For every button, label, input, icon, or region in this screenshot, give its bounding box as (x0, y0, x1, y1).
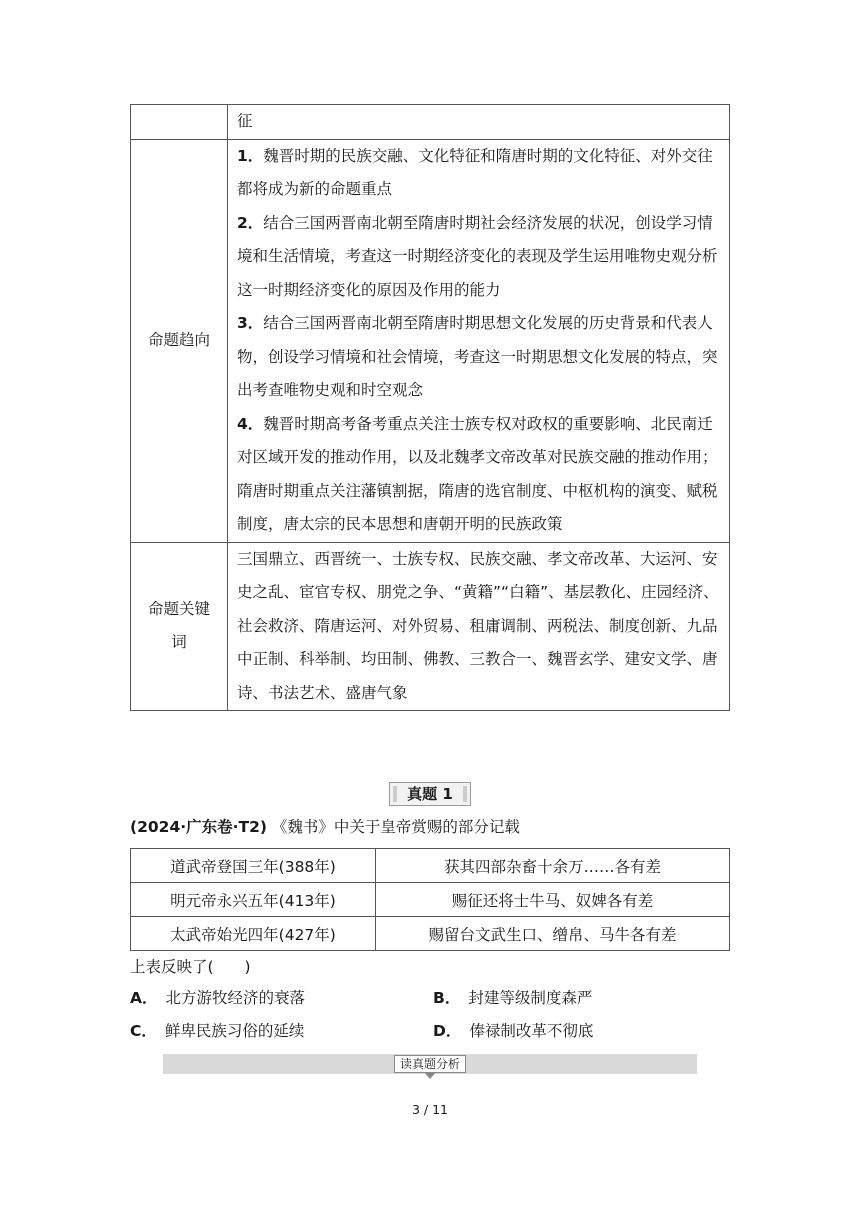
question-header: 真题 1 (389, 782, 471, 806)
row-label-trend: 命题趋向 (131, 139, 228, 542)
option-b[interactable]: B． 封建等级制度森严 (433, 989, 593, 1007)
table-row (131, 105, 730, 140)
record-event: 获其四部杂畜十余万……各有差 (376, 849, 730, 883)
analysis-bar-label[interactable]: 读真题分析 (394, 1055, 466, 1073)
trend-item: 1．魏晋时期的民族交融、文化特征和隋唐时期的文化特征、对外交往都将成为新的命题重点 (237, 146, 713, 198)
table-row (131, 139, 730, 542)
table-row (131, 883, 730, 917)
record-time: 明元帝永兴五年(413年) (131, 883, 376, 917)
source-text: 《魏书》中关于皇帝赏赐的部分记载 (271, 818, 520, 836)
option-d[interactable]: D． 俸禄制改革不彻底 (433, 1022, 594, 1040)
record-event: 赐征还将士牛马、奴婢各有差 (376, 883, 730, 917)
record-event: 赐留台文武生口、缯帛、马牛各有差 (376, 917, 730, 951)
keywords-content: 三国鼎立、西晋统一、士族专权、民族交融、孝文帝改革、大运河、安史之乱、宦官专权、朋党之争、“黄籍”“白籍”、基层教化、庄园经济、社会救济、隋唐运河、对外贸易、租庸调制、两税法、制度创新、九品中正制、科举制、均田制、佛教、三教合一、魏晋玄学、建安文学、唐诗、书法艺术、盛唐气象 (228, 542, 730, 711)
source-citation: (2024·广东卷·T2) (130, 818, 267, 836)
row-label-keywords: 命题关键词 (131, 542, 228, 711)
record-time: 太武帝始光四年(427年) (131, 917, 376, 951)
analysis-pointer-icon (424, 1072, 436, 1079)
question-stem: 上表反映了( ) (130, 958, 251, 976)
table-row (131, 849, 730, 883)
page-number: 3 / 11 (411, 1102, 449, 1117)
option-c[interactable]: C． 鲜卑民族习俗的延续 (130, 1022, 305, 1040)
exam-trend-table (130, 104, 730, 711)
option-a[interactable]: A． 北方游牧经济的衰落 (130, 989, 306, 1007)
table-row (131, 542, 730, 711)
trend-item: 4．魏晋时期高考备考重点关注士族专权对政权的重要影响、北民南迁对区域开发的推动作用，以及北魏孝文帝改革对民族交融的推动作用；隋唐时期重点关注藩镇割据，隋唐的选官制度、中枢机构的演变、赋税制度，唐太宗的民本思想和唐朝开明的民族政策 (237, 414, 718, 533)
row-content: 征 (228, 105, 730, 140)
trend-list (228, 139, 730, 542)
table-row (131, 917, 730, 951)
records-table (130, 848, 730, 951)
record-time: 道武帝登国三年(388年) (131, 849, 376, 883)
trend-item: 2．结合三国两晋南北朝至隋唐时期社会经济发展的状况，创设学习情境和生活情境，考查这一时期经济变化的表现及学生运用唯物史观分析这一时期经济变化的原因及作用的能力 (237, 213, 718, 299)
question-source (130, 816, 520, 838)
trend-item: 3．结合三国两晋南北朝至隋唐时期思想文化发展的历史背景和代表人物，创设学习情境和社会情境，考查这一时期思想文化发展的特点，突出考查唯物史观和时空观念 (237, 314, 718, 399)
row-label (131, 105, 228, 140)
